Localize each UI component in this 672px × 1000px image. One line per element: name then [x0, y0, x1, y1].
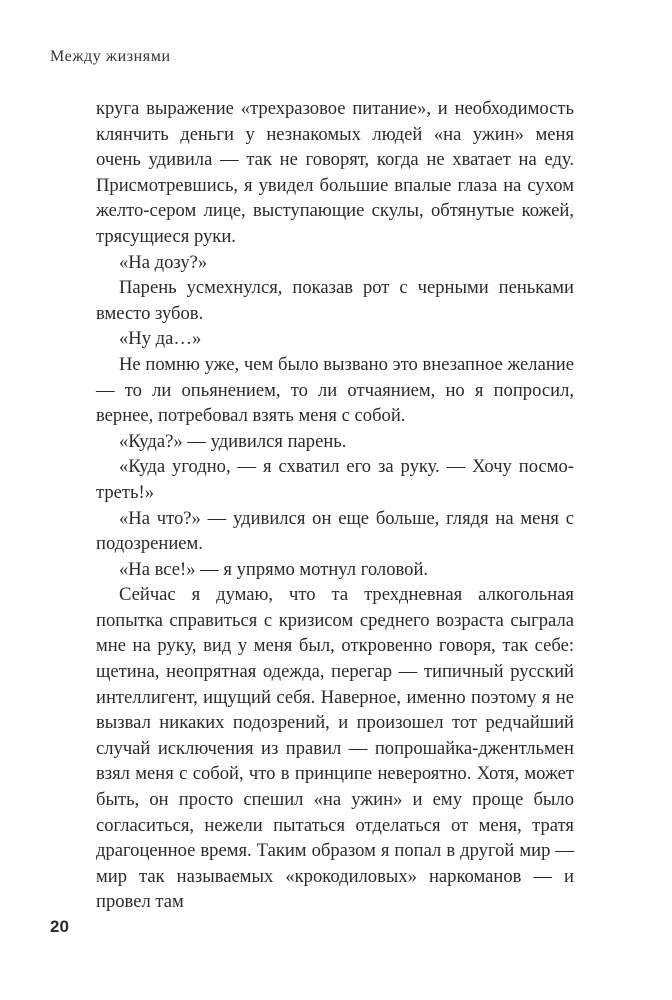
paragraph: Не помню уже, чем было вызвано это внезапное желание — то ли опьянением, то ли отчаянием, но я попросил, вернее, потребовал взять меня с собой. [96, 353, 574, 427]
paragraph-dialogue: «Куда?» — удивился парень. [119, 430, 347, 452]
paragraph-dialogue: «Куда угодно, — я схватил его за руку. — Хочу посмотреть!» [96, 456, 574, 503]
paragraph: Парень усмехнулся, показав рот с черными пеньками вместо зубов. [96, 277, 574, 324]
page-number: 20 [50, 917, 69, 936]
paragraph-dialogue: «На что?» — удивился он еще больше, глядя на меня с подозрением. [96, 507, 574, 555]
paragraph-dialogue: «На дозу?» [119, 251, 208, 273]
paragraph: Сейчас я думаю, что та трехдневная алкогольная попытка справиться с кризисом среднего возраста сыграла мне на руку, вид у меня был, откровенно говоря, так себе: щетина, неопрятная одежда, перегар — типичный русский интеллигент, ищущий себя. Наверное, именно поэтому я не вызвал никаких подозрений, и произошел тот редчайший случай исключения из правил — попрошайка-джентльмен взял меня с собой, что в принципе невероятно. Хотя, может быть, он просто спешил «на ужин» и ему проще было согласиться, нежели пытаться отделаться от меня, тратя драгоценное время. Таким образом я попал в другой мир — мир так называемых «крокодиловых» наркоманов — и провел там [96, 584, 574, 913]
paragraph-continued: круга выражение «трехразовое питание», и необходимость клянчить деньги у незнакомых людей «на ужин» меня очень удивила — так не говорят, когда не хватает на еду. Присмотревшись, я увидел большие впалые глаза на сухом желто-сером лице, выступающие скулы, обтянутые кожей, трясущиеся руки. [96, 98, 574, 247]
paragraph-dialogue: «На все!» — я упрямо мотнул головой. [119, 558, 429, 580]
body-text [96, 96, 574, 915]
running-head: Между жизнями [50, 48, 171, 65]
paragraph-dialogue: «Ну да…» [119, 328, 202, 350]
